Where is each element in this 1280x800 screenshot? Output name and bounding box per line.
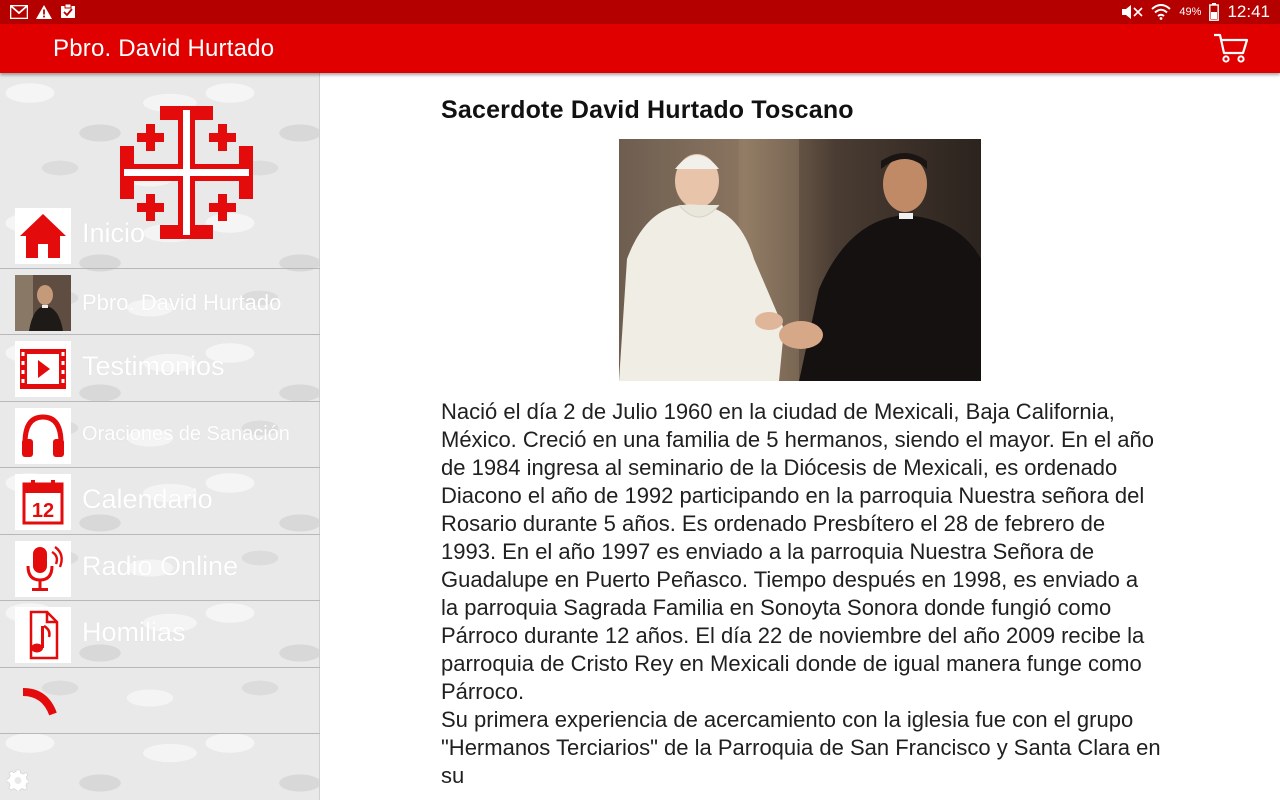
clock: 12:41 xyxy=(1227,2,1270,21)
biography-paragraph: Su primera experiencia de acercamiento con la iglesia fue con el grupo xyxy=(441,707,1134,732)
priest-with-pope-photo xyxy=(619,139,981,381)
status-notifications xyxy=(10,4,76,19)
menu-label: Radio Online xyxy=(82,550,239,581)
menu-item-homilias[interactable] xyxy=(0,601,320,668)
gmail-icon xyxy=(10,5,28,19)
microphone-icon xyxy=(15,541,71,597)
menu-item-radio-online[interactable] xyxy=(0,535,320,602)
priest-photo xyxy=(15,275,71,331)
drawer-menu xyxy=(0,202,320,760)
cart-icon xyxy=(1213,32,1249,64)
page-title: Sacerdote David Hurtado Toscano xyxy=(441,96,854,124)
menu-item-pbro-david-hurtado[interactable] xyxy=(0,269,320,336)
music-note-icon xyxy=(15,607,71,663)
warning-icon xyxy=(36,5,52,19)
calendar-icon xyxy=(15,474,71,530)
wifi-icon xyxy=(1151,4,1171,20)
menu-item-partial[interactable] xyxy=(0,668,320,735)
app-bar xyxy=(0,24,1280,73)
status-system xyxy=(1121,2,1270,22)
app-title: Pbro. David Hurtado xyxy=(53,35,275,62)
gear-icon[interactable] xyxy=(7,769,29,791)
battery-icon xyxy=(1209,3,1219,21)
menu-item-inicio[interactable] xyxy=(0,202,320,269)
menu-label: Calendario xyxy=(82,484,213,514)
calendar-day: 12 xyxy=(31,500,55,522)
status-bar xyxy=(0,0,1280,24)
biography-text xyxy=(441,398,1161,790)
biography-paragraph: "Hermanos Terciarios" de la Parroquia de San Francisco y Santa Clara en su xyxy=(441,735,1161,788)
menu-label: Inicio xyxy=(82,218,146,248)
menu-item-calendario[interactable] xyxy=(0,468,320,535)
biography-paragraph: Nació el día 2 de Julio 1960 en la ciudad de Mexicali, Baja California, México. Creció en una familia de 5 hermanos, siendo el mayor. En el año de 1984 ingresa al seminario de la Diócesis de Mexicali, es ordenado Diacono el año de 1992 participando en la parroquia Nuestra señora del Rosario durante 5 años. Es ordenado Presbítero el 28 de febrero de 1993. En el año 1997 es enviado a la parroquia Nuestra Señora de Guadalupe en Puerto Peñasco. Tiempo después en 1998, es enviado a la parroquia Sagrada Familia en Sonoyta Sonora donde fungió como Párroco durante 12 años. El día 22 de noviembre del año 2009 recibe la parroquia de Cristo Rey en Mexicali donde de igual manera funge como Párroco. xyxy=(441,399,1154,704)
menu-label: Homilias xyxy=(82,617,186,647)
rss-icon xyxy=(15,674,71,730)
menu-item-testimonios[interactable] xyxy=(0,335,320,402)
mute-icon xyxy=(1121,4,1143,20)
menu-item-oraciones-de-sanacion[interactable] xyxy=(0,402,320,469)
menu-label: Testimonios xyxy=(82,351,225,381)
main-content xyxy=(441,96,1161,790)
battery-percent: 49% xyxy=(1179,6,1202,18)
headphones-icon xyxy=(15,408,71,464)
menu-label: Pbro. David Hurtado xyxy=(82,289,282,315)
cart-button[interactable] xyxy=(1213,32,1249,64)
home-icon xyxy=(15,208,71,264)
menu-label: Oraciones de Sanación xyxy=(82,422,290,445)
clipboard-icon xyxy=(60,4,76,19)
video-icon xyxy=(15,341,71,397)
